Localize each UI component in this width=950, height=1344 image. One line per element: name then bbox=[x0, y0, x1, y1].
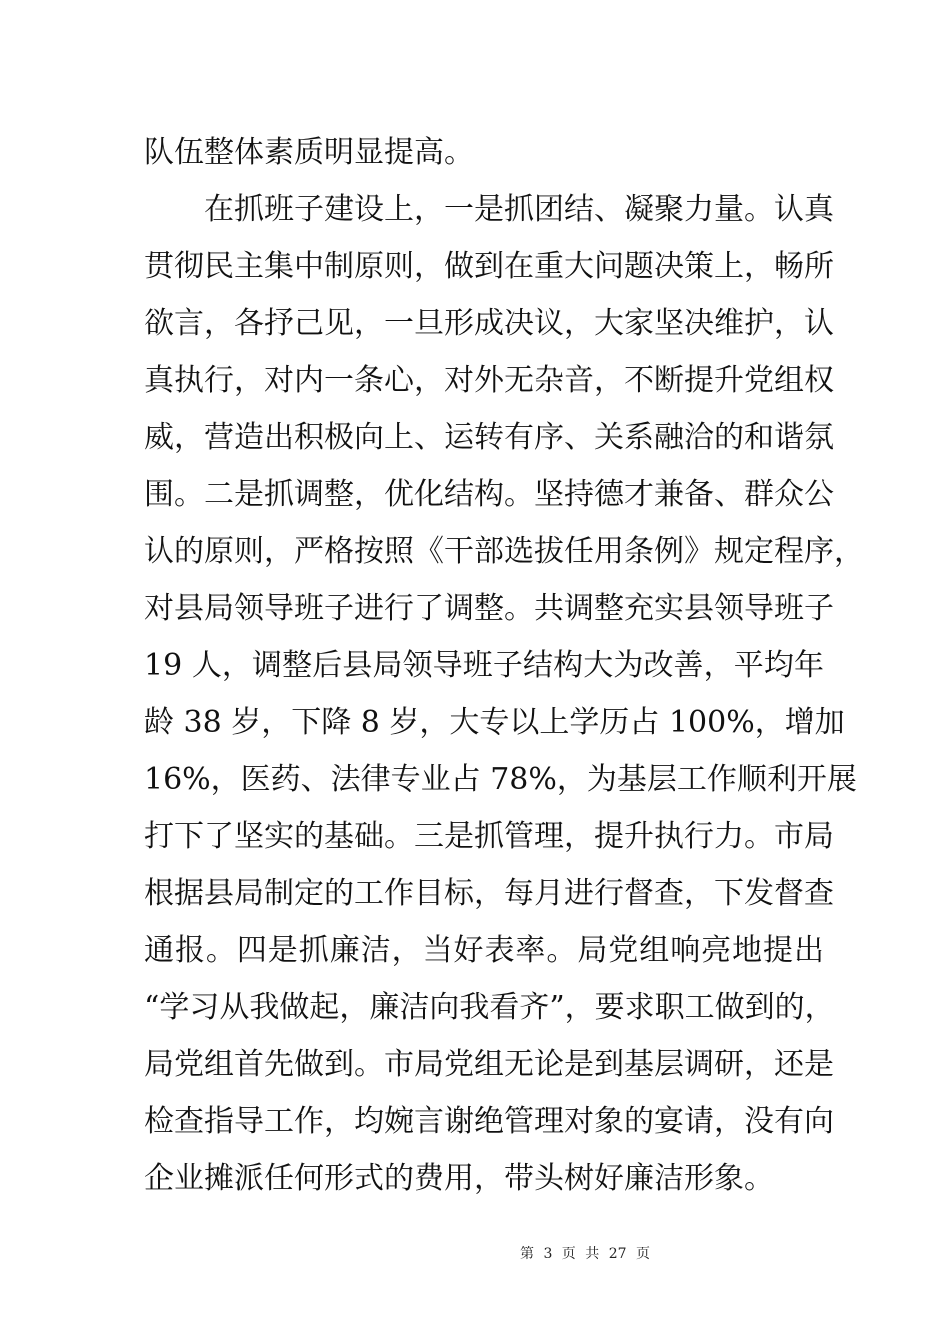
text-line: 欲言，各抒己见，一旦形成决议，大家坚决维护，认 bbox=[144, 306, 834, 341]
text-line: 认的原则，严格按照《干部选拔任用条例》规定程序， bbox=[144, 534, 864, 569]
text-line: 在抓班子建设上，一是抓团结、凝聚力量。认真 bbox=[204, 192, 834, 227]
text-line: 队伍整体素质明显提高。 bbox=[144, 135, 474, 170]
text-line: 对县局领导班子进行了调整。共调整充实县领导班子 bbox=[144, 591, 834, 626]
text-line: 根据县局制定的工作目标，每月进行督查，下发督查 bbox=[144, 876, 834, 911]
text-line: 局党组首先做到。市局党组无论是到基层调研，还是 bbox=[144, 1047, 834, 1082]
text-line: 真执行，对内一条心，对外无杂音，不断提升党组权 bbox=[144, 363, 834, 398]
text-line: 打下了坚实的基础。三是抓管理，提升执行力。市局 bbox=[144, 819, 834, 854]
text-line: 检查指导工作，均婉言谢绝管理对象的宴请，没有向 bbox=[144, 1104, 834, 1139]
page-number-footer: 第 3 页 共 27 页 bbox=[520, 1246, 650, 1262]
text-line: 通报。四是抓廉洁，当好表率。局党组响亮地提出 bbox=[144, 933, 824, 968]
text-line: 16%，医药、法律专业占 78%，为基层工作顺利开展 bbox=[144, 762, 857, 797]
text-line: 19 人，调整后县局领导班子结构大为改善，平均年 bbox=[144, 648, 824, 683]
text-line: 威，营造出积极向上、运转有序、关系融洽的和谐氛 bbox=[144, 420, 834, 455]
text-line: 企业摊派任何形式的费用，带头树好廉洁形象。 bbox=[144, 1161, 774, 1196]
text-line: 围。二是抓调整，优化结构。坚持德才兼备、群众公 bbox=[144, 477, 834, 512]
text-line: “学习从我做起，廉洁向我看齐”，要求职工做到的， bbox=[144, 990, 835, 1025]
text-line: 贯彻民主集中制原则，做到在重大问题决策上，畅所 bbox=[144, 249, 834, 284]
text-line: 龄 38 岁，下降 8 岁，大专以上学历占 100%，增加 bbox=[144, 705, 845, 740]
document-body bbox=[144, 124, 864, 1207]
